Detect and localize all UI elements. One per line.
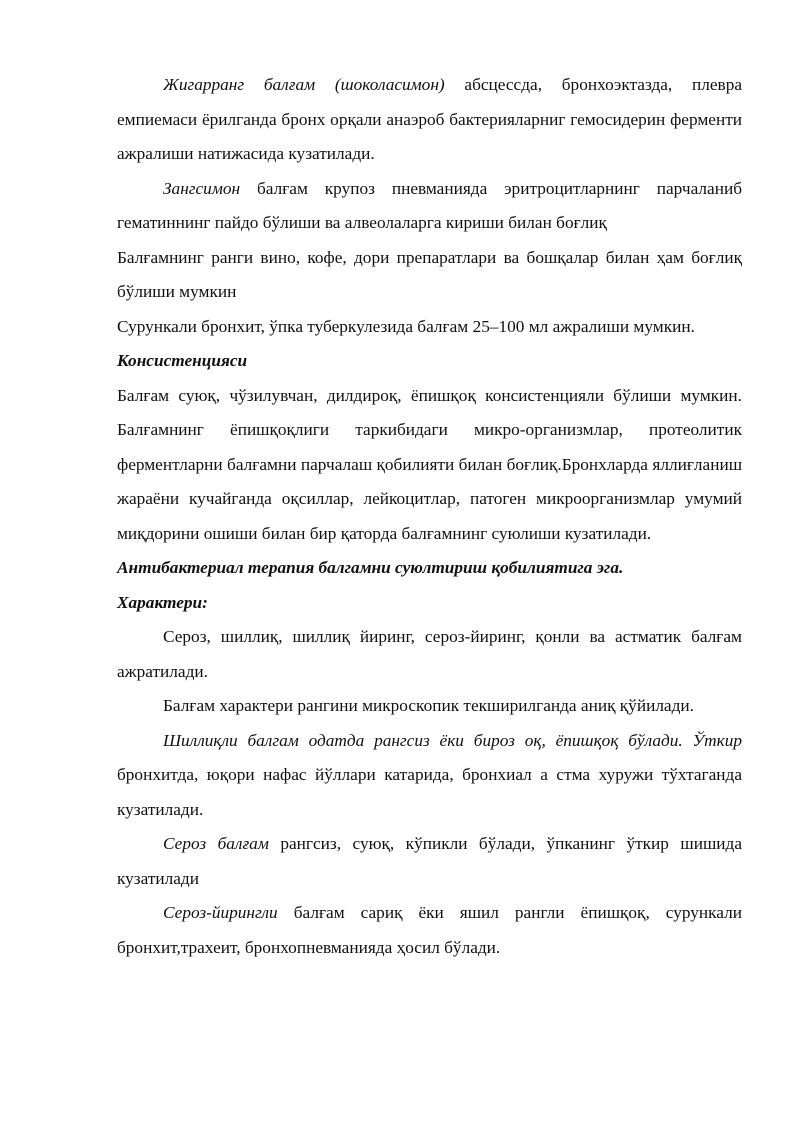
paragraph-sputum-color: Балғамнинг ранги вино, кофе, дори препаратлари ва бошқалар билан ҳам боғлиқ бўлиши мумкин bbox=[117, 247, 742, 301]
heading-consistency: Консистенцияси bbox=[117, 351, 248, 370]
term-serous: Сероз балғам bbox=[163, 834, 269, 853]
paragraph-microscopy: Балғам характери рангини микроскопик текширилганда аниқ қўйилади. bbox=[163, 696, 694, 715]
document-page bbox=[117, 68, 742, 965]
heading-character: Характери: bbox=[117, 592, 208, 612]
term-rusty: Зангсимон bbox=[163, 178, 241, 198]
paragraph-text: балғам крупоз пневманияда эритроцитларнинг парчаланиб гематиннинг пайдо бўлиши ва алвеолаларга кириши билан боғлиқ bbox=[117, 178, 742, 232]
paragraph-mucous-sputum bbox=[117, 724, 742, 828]
paragraph-text: балғам сариқ ёки яшил рангли ёпишқоқ, сурункали бронхит,трахеит, бронхопневманияда ҳосил бўлади. bbox=[117, 903, 742, 957]
term-liver-colored: Жигарранг балғам (шоколасимон) bbox=[163, 75, 445, 94]
paragraph-rusty-sputum bbox=[117, 172, 742, 241]
paragraph-text: рангсиз, суюқ, кўпикли бўлади, ўпканинг ўткир шишида кузатилади bbox=[117, 834, 742, 888]
paragraph-serous-sputum bbox=[117, 827, 742, 896]
paragraph-serous-purulent-sputum bbox=[117, 896, 742, 965]
heading-antibacterial-therapy: Антибактериал терапия балгамни суюлтириш қобилиятига эга. bbox=[117, 558, 624, 577]
term-serous-purulent: Сероз-йирингли bbox=[163, 903, 278, 922]
term-mucous: Шиллиқли балгам одатда рангсиз ёки бироз оқ, ёпишқоқ бўлади. Ўткир bbox=[163, 730, 742, 750]
paragraph-text: бронхитда, юқори нафас йўллари катарида, бронхиал а стма хуружи тўхтаганда кузатилади. bbox=[117, 765, 742, 819]
paragraph-consistency: Балғам суюқ, чўзилувчан, дилдироқ, ёпишқоқ консистенцияли бўлиши мумкин. Балғамнинг ёпишқоқлиги таркибидаги микро-организмлар, протеолитик ферментларни балғамни парчалаш қобилияти билан боғлиқ.Бронхларда яллиғланиш жараёни кучайганда оқсиллар, лейкоцитлар, патоген микроорганизмлар умумий миқдорини ошиши билан бир қаторда балғамнинг суюлиши кузатилади. bbox=[117, 385, 742, 543]
paragraph-liver-colored-sputum bbox=[117, 68, 742, 172]
paragraph-text: абсцессда, бронхоэктазда, плевра емпиемаси ёрилганда бронх орқали анаэроб бактерияларниг гемосидерин ферменти ажралиши натижасида кузатилади. bbox=[117, 75, 743, 163]
paragraph-sputum-types: Сероз, шиллиқ, шиллиқ йиринг, сероз-йиринг, қонли ва астматик балғам ажратилади. bbox=[117, 627, 742, 681]
paragraph-chronic-bronchitis: Сурункали бронхит, ўпка туберкулезида балғам 25–100 мл ажралиши мумкин. bbox=[117, 316, 695, 336]
